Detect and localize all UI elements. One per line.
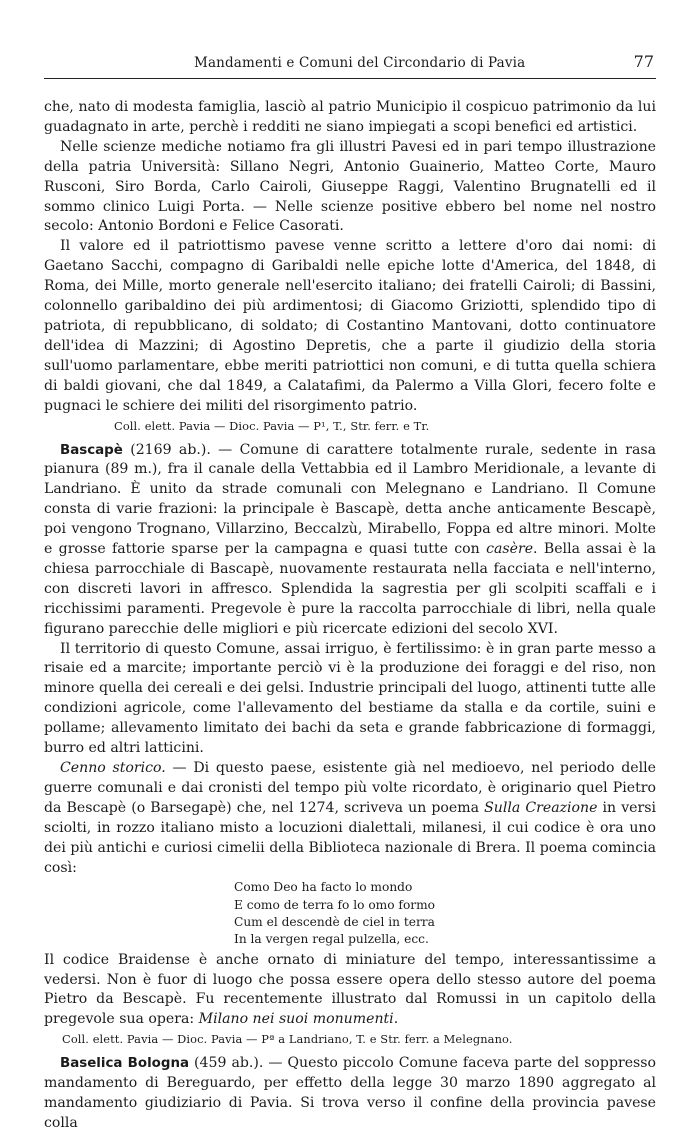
baselica-text: (459 ab.). — Questo piccolo Comune faceva parte del soppresso mandamento di Bereguardo, per effetto della legge 30 marzo 1890 aggregato al mandamento giudiziario di Pavia. Si trova verso il confine della provincia pavese colla (44, 1055, 656, 1131)
page-number: 77 (633, 52, 654, 71)
poem-line: Cum el descendè de ciel in terra (234, 915, 435, 930)
entry-title-baselica-bologna: Baselica Bologna (60, 1056, 190, 1072)
paragraph-patriotism: Il valore ed il patriottismo pavese venne scritto a lettere d'oro dai nomi: di Gaetano Sacchi, compagno di Garibaldi nelle epiche lotte d'America, del 1848, di Roma, dei Mille, morto generale nell'esercito italiano; dei fratelli Cairoli; di Bassini, colonnello garibaldino dei più ardimentosi; di Giacomo Griziotti, splendido tipo di patriota, di repubblicano, di soldato; di Costantino Mantovani, dotto continuatore dell'idea di Mazzini; di Agostino Depretis, che a parte il giudizio della storia sull'uomo parlamentare, ebbe meriti patriottici non comuni, e di tutta quella schiera di baldi giovani, che dal 1849, a Calatafimi, da Palermo a Villa Glori, fecero folte e pugnaci le schiere dei militi del risorgimento patrio. (44, 238, 656, 414)
cenno-text-a: — Di questo paese, esistente già nel medioevo, nel periodo delle guerre comunali e dai cronisti del tempo più volte ricordato, è originario quel Pietro da Bescapè (o Barsegapè) che, nel 1274, scriveva un poema (44, 760, 656, 816)
collegio-note-pavia: Coll. elett. Pavia — Dioc. Pavia — P¹, T., Str. ferr. e Tr. (114, 418, 430, 433)
page-header (44, 48, 656, 79)
codex-text-b: . (393, 1011, 399, 1028)
cenno-text-b: in versi sciolti, in rozzo italiano misto a locuzioni dialettali, milanesi, il cui codice è ora uno dei più antichi e curiosi cimelii della Biblioteca nazionale di Brera. Il poema comincia così: (44, 799, 656, 876)
paragraph-medical-sciences: Nelle scienze mediche notiamo fra gli illustri Pavesi ed in pari tempo illustrazione della patria Università: Sillano Negri, Antonio Guainerio, Matteo Corte, Mauro Rusconi, Siro Borda, Carlo Cairoli, Giuseppe Raggi, Valentino Brugnatelli ed il sommo clinico Luigi Porta. — Nelle scienze positive ebbero bel nome nel nostro secolo: Antonio Bordoni e Felice Casorati. (44, 138, 656, 235)
cenno-storico-label: Cenno storico. (60, 760, 166, 776)
work-title: Milano nei suoi monumenti (198, 1011, 394, 1028)
entry-bascape (44, 441, 656, 640)
collegio-note-bascape: Coll. elett. Pavia — Dioc. Pavia — Pª a Landriano, T. e Str. ferr. a Melegnano. (62, 1032, 513, 1047)
poem-line: In la vergen regal pulzella, ecc. (234, 932, 429, 947)
bascape-casere: casère (486, 541, 534, 558)
paragraph-historical-note (44, 759, 656, 878)
paragraph-codex (44, 951, 656, 1031)
codex-text-a: Il codice Braidense è anche ornato di miniature del tempo, interessantissime a vedersi. Non è fuor di luogo che possa essere opera dello stesso autore del poema Pietro da Bescapè. Fu recentemente illustrato dal Romussi in un capitolo della pregevole sua opera: (44, 951, 656, 1028)
entry-baselica-bologna (44, 1054, 656, 1134)
poem-line: E como de terra fo lo omo formo (234, 897, 435, 912)
paragraph-territory: Il territorio di questo Comune, assai irriguo, è fertilissimo: è in gran parte messo a risaie ed a marcite; importante perciò vi è la produzione dei foraggi e del riso, non minore quella dei cereali e dei gelsi. Industrie principali del luogo, attinenti tutte alle condizioni agricole, come l'allevamento del bestiame da stalla e da cortile, suini e pollame; allevamento limitato dei bachi da seta e grande fabbricazione di formaggi, burro ed altri latticini. (44, 640, 656, 757)
bascape-rest: . Bella assai è la chiesa parrocchiale di Bascapè, nuovamente restaurata nella facciata e nell'interno, con discreti lavori in affresco. Splendida la sagrestia per gli scolpiti scaffali e i ricchissimi paramenti. Pregevole è pure la raccolta parrocchiale di libri, nella quale figurano parecchie delle migliori e più ricercate edizioni del secolo XVI. (44, 541, 657, 637)
paragraph-arts-legacy: che, nato di modesta famiglia, lasciò al patrio Municipio il cospicuo patrimonio da lui guadagnato in arte, perchè i redditi ne siano impiegati a scopi benefici ed artistici. (44, 99, 656, 135)
page-body (44, 98, 656, 1134)
poem-title: Sulla Creazione (484, 799, 598, 816)
entry-title-bascape: Bascapè (60, 442, 123, 458)
bascape-intro: (2169 ab.). — Comune di carattere totalmente rurale, sedente in rasa pianura (89 m.), fra il canale della Vettabbia ed il Lambro Meridionale, a levante di Landriano. È unito da strade comunali con Melegnano e Landriano. Il Comune consta di varie frazioni: la principale è Bascapè, detta anche anticamente Bescapè, poi vengono Trognano, Villarzino, Beccalzù, Mirabello, Foppa ed altre minori. Molte e grosse fattorie sparse per la campagna e quasi tutte con (44, 441, 656, 558)
poem-quotation (234, 879, 656, 948)
poem-line: Como Deo ha facto lo mondo (234, 880, 413, 895)
running-title: Mandamenti e Comuni del Circondario di Pavia (194, 55, 526, 71)
